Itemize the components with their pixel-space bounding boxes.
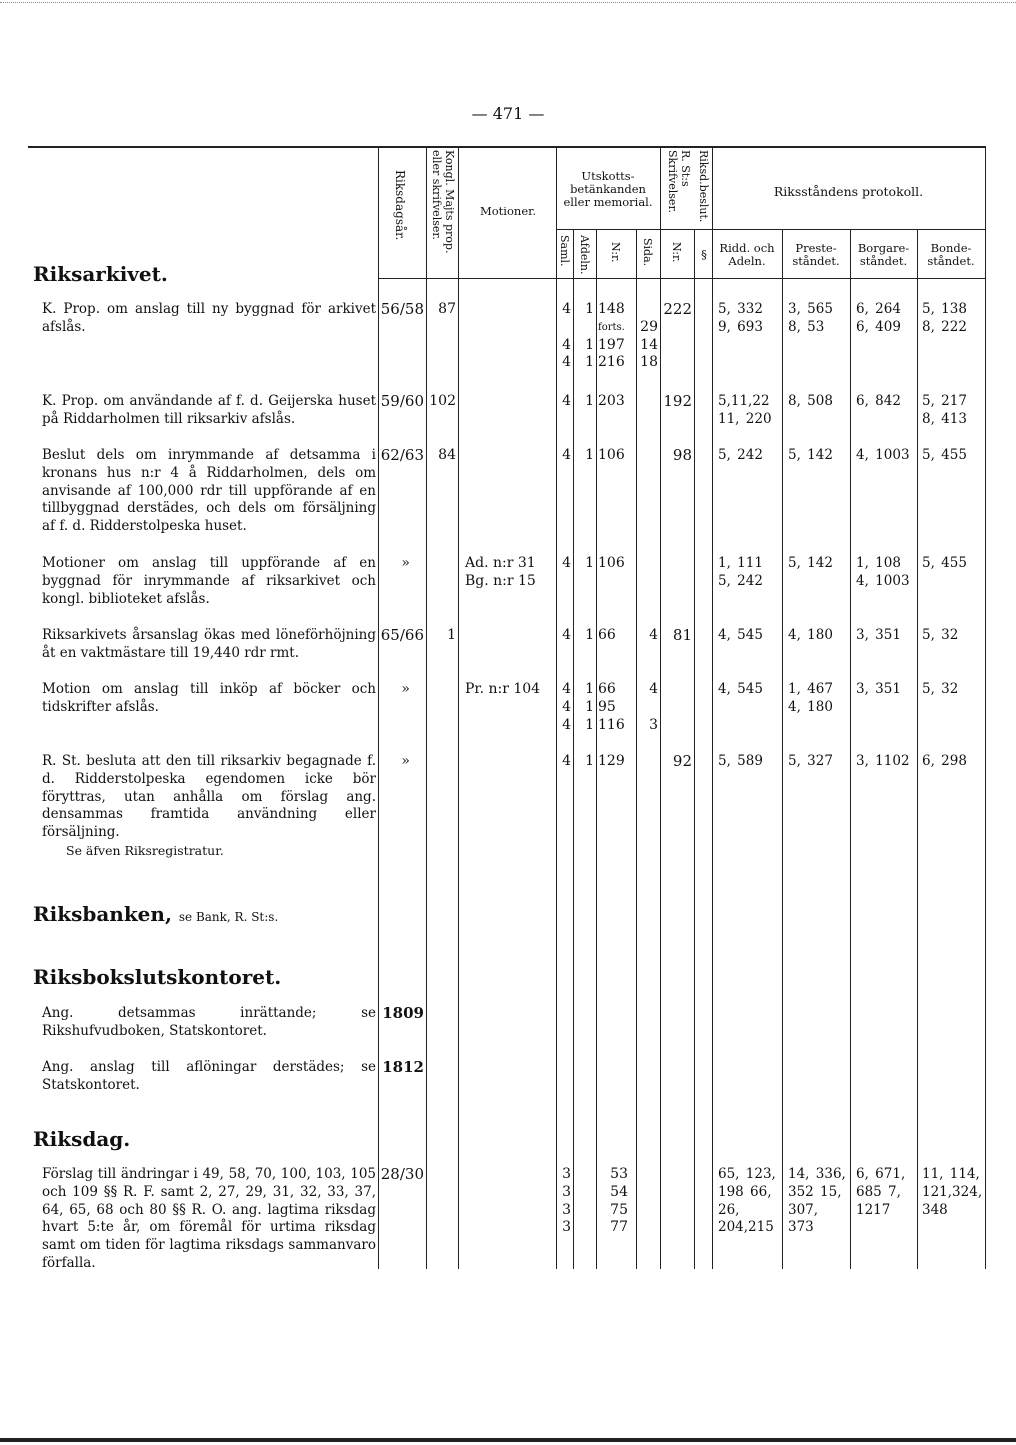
header-afdeln: Afdeln. — [578, 235, 591, 275]
nr-cell: 75 — [610, 1201, 628, 1218]
protocol-cell: 11, 114, 121,324, 348 — [922, 1166, 983, 1218]
protocol-cell: 5, 142 — [788, 447, 833, 463]
header-kongl: Kongl. Majts prop. eller skrifvelser. — [430, 150, 456, 254]
nr-cell: 197 — [598, 336, 625, 353]
row-desc: Ang. anslag till aflöningar derstädes; se Statskontoret. — [42, 1059, 376, 1093]
sida-cell: 4 — [649, 681, 658, 697]
sida-cell: 18 — [640, 354, 658, 371]
saml-cell: 3 — [562, 1166, 571, 1182]
header-nr: N:r. — [609, 242, 622, 263]
row-desc: Riksarkivets årsanslag ökas med löneförhöjning åt en vaktmästare till 19,440 rdr rmt. — [42, 627, 376, 661]
year-cell: 1809 — [382, 1004, 424, 1022]
row-desc: Motion om anslag till inköp af böcker och tidskrifter afslås. — [42, 681, 376, 715]
protocol-cell: 6, 264 6, 409 — [856, 301, 901, 335]
protocol-cell: 5, 32 — [922, 627, 959, 643]
saml-cell: 4 — [562, 447, 571, 463]
col-rule — [378, 147, 379, 1269]
section-riksdag: Riksdag. — [33, 1127, 131, 1151]
header-protokoll: Riksståndens protokoll. — [773, 184, 924, 199]
row-desc: K. Prop. om anslag till ny byggnad för arkivet afslås. — [42, 301, 376, 335]
nr-cell: 116 — [598, 716, 625, 733]
saml-cell: 3 — [562, 1201, 571, 1218]
saml-cell: 4 — [562, 681, 571, 697]
row-desc: K. Prop. om användande af f. d. Geijerska huset på Riddarholmen till riksarkiv afslås. — [42, 393, 376, 427]
afdeln-cell: 1 — [585, 447, 594, 463]
riksbanken-ref: se Bank, R. St:s. — [178, 910, 279, 924]
motion-cell: Pr. n:r 104 — [465, 681, 541, 697]
protocol-cell: 5, 142 — [788, 555, 833, 571]
protocol-cell: 5, 455 — [922, 447, 967, 463]
afdeln-cell: 1 — [585, 698, 594, 715]
col-rule — [573, 229, 574, 1269]
afdeln-cell: 1 — [585, 393, 594, 409]
saml-cell: 4 — [562, 301, 571, 317]
header-rsts: R. St:s Skrifvelser. — [666, 150, 692, 213]
saml-cell: 4 — [562, 354, 571, 371]
col-rule — [426, 147, 427, 1269]
afdeln-cell: 1 — [585, 555, 594, 571]
afdeln-cell: 1 — [585, 753, 594, 769]
row-desc: Förslag till ändringar i 49, 58, 70, 100, 103, 105 och 109 §§ R. F. samt 2, 27, 29, 31, 32, 33, 37, 64, 65, 68 och 80 §§ R. O. ang. lagtima riksdag hvart 5:te år, om föremål för urtima riksdag samt om tiden för lagtima riksdags sammanvaro förfalla. — [42, 1166, 376, 1271]
table-top-rule — [28, 146, 986, 148]
motion-cell: Ad. n:r 31 Bg. n:r 15 — [465, 555, 536, 589]
row-desc: Ang. detsammas inrättande; se Rikshufvudboken, Statskontoret. — [42, 1005, 376, 1039]
sida-cell: 3 — [649, 716, 658, 733]
protocol-cell: 1, 111 5, 242 — [718, 555, 763, 589]
protocol-cell: 5, 332 9, 693 — [718, 301, 763, 335]
protocol-cell: 5, 32 — [922, 681, 959, 697]
header-borgare: Borgare- ståndet. — [857, 241, 910, 268]
saml-cell: 4 — [562, 555, 571, 571]
year-cell: 65/66 — [380, 626, 424, 644]
col-rule — [660, 147, 661, 1269]
row-desc: Motioner om anslag till uppförande af en byggnad för inrymmande af riksarkivet och kongl. biblioteket afslås. — [42, 555, 376, 607]
col-rule — [556, 147, 557, 1269]
protocol-subheader-rule — [712, 229, 985, 230]
afdeln-cell: 1 — [585, 301, 594, 317]
prop-cell: 87 — [438, 301, 456, 317]
prop-cell: 1 — [447, 627, 456, 643]
protocol-cell: 3, 351 — [856, 627, 901, 643]
header-rsts-nr: N:r. — [670, 242, 683, 263]
sida-cell: 29 — [640, 318, 658, 335]
protocol-cell: 4, 1003 — [856, 447, 910, 463]
afdeln-cell: 1 — [585, 354, 594, 371]
protocol-cell: 5, 242 — [718, 447, 763, 463]
nr-cell: 106 — [598, 447, 625, 463]
section-riksbanken — [33, 902, 278, 926]
header-utskotts: Utskotts- betänkanden eller memorial. — [563, 169, 653, 209]
col-rule — [985, 147, 986, 1269]
bottom-rule — [0, 1438, 1016, 1442]
saml-cell: 3 — [562, 1183, 571, 1200]
rsts-nr-cell: 98 — [672, 446, 692, 464]
protocol-cell: 5, 327 — [788, 753, 833, 769]
header-preste: Preste- ståndet. — [792, 241, 840, 268]
protocol-cell: 6, 842 — [856, 393, 901, 409]
riksbanken-title: Riksbanken, — [33, 902, 172, 926]
subheader-rule — [556, 229, 712, 230]
header-saml: Saml. — [558, 235, 571, 267]
saml-cell: 4 — [562, 627, 571, 643]
rsts-nr-cell: 92 — [672, 752, 692, 770]
protocol-cell: 4, 545 — [718, 681, 763, 697]
protocol-cell: 14, 336, 352 15, 307, 373 — [788, 1166, 846, 1236]
page-number: — 471 — — [471, 104, 545, 123]
year-cell: 56/58 — [380, 300, 424, 318]
col-rule — [596, 229, 597, 1269]
saml-cell: 4 — [562, 336, 571, 353]
prop-cell: 84 — [438, 447, 456, 463]
row-desc: Beslut dels om inrymmande af detsamma i kronans hus n:r 4 å Riddarholmen, dels om anvisande af 100,000 rdr till uppförande af en tillbyggnad derstädes, och dels om försäljning af f. d. Ridderstolpeska huset. — [42, 447, 376, 535]
rsts-nr-cell: 222 — [663, 300, 692, 318]
year-cell: 62/63 — [380, 446, 424, 464]
top-edge — [0, 2, 1016, 4]
row-desc: R. St. besluta att den till riksarkiv begagnade f. d. Ridderstolpeska egendomen icke bör föryttras, utan anhålla om förslag ang. densammas framtida användning eller försäljning. — [42, 753, 376, 841]
saml-cell: 3 — [562, 1219, 571, 1236]
year-cell: 1812 — [382, 1058, 424, 1076]
col-rule — [712, 147, 713, 1269]
section-riksbokslut: Riksbokslutskontoret. — [33, 965, 282, 989]
rsts-nr-cell: 81 — [672, 626, 692, 644]
nr-cell: 129 — [598, 753, 625, 769]
header-section-sign: § — [701, 247, 707, 261]
protocol-cell: 4, 180 — [788, 627, 833, 643]
sida-cell: 4 — [649, 627, 658, 643]
header-sida: Sida. — [641, 238, 654, 267]
col-rule — [917, 229, 918, 1269]
header-bonde: Bonde- ståndet. — [927, 241, 975, 268]
saml-cell: 4 — [562, 393, 571, 409]
protocol-cell: 3, 565 8, 53 — [788, 301, 833, 335]
header-ridd: Ridd. och Adeln. — [719, 241, 775, 268]
protocol-cell: 5, 455 — [922, 555, 967, 571]
header-riksdbeslut: Riksd.beslut. — [697, 150, 710, 223]
saml-cell: 4 — [562, 716, 571, 733]
protocol-cell: 1, 467 4, 180 — [788, 681, 833, 715]
header-riksdagsar: Riksdagsår. — [393, 170, 407, 241]
protocol-cell: 1, 108 4, 1003 — [856, 555, 910, 589]
nr-cell: 77 — [610, 1219, 628, 1236]
afdeln-cell: 1 — [585, 681, 594, 697]
year-cell: » — [401, 681, 410, 697]
afdeln-cell: 1 — [585, 336, 594, 353]
protocol-cell: 8, 508 — [788, 393, 833, 409]
year-cell: » — [401, 753, 410, 769]
nr-cell: 203 — [598, 393, 625, 409]
col-rule — [782, 229, 783, 1269]
nr-cell: 54 — [610, 1183, 628, 1200]
nr-cell: 216 — [598, 354, 625, 371]
section-riksarkivet: Riksarkivet. — [33, 262, 168, 286]
nr-cell: forts. — [598, 321, 625, 333]
protocol-cell: 5,11,22 11, 220 — [718, 393, 772, 427]
col-rule — [850, 229, 851, 1269]
protocol-cell: 4, 545 — [718, 627, 763, 643]
nr-cell: 106 — [598, 555, 625, 571]
saml-cell: 4 — [562, 753, 571, 769]
header-motioner: Motioner. — [479, 204, 537, 218]
col-rule — [694, 229, 695, 1269]
nr-cell: 148 — [598, 301, 625, 317]
protocol-cell: 3, 351 — [856, 681, 901, 697]
afdeln-cell: 1 — [585, 627, 594, 643]
saml-cell: 4 — [562, 698, 571, 715]
nr-cell: 66 — [598, 681, 616, 697]
col-rule — [636, 229, 637, 1269]
protocol-cell: 6, 671, 685 7, 1217 — [856, 1166, 906, 1218]
protocol-cell: 5, 217 8, 413 — [922, 393, 967, 427]
year-cell: 59/60 — [380, 392, 424, 410]
nr-cell: 66 — [598, 627, 616, 643]
afdeln-cell: 1 — [585, 716, 594, 733]
nr-cell: 53 — [610, 1166, 628, 1182]
rsts-nr-cell: 192 — [663, 392, 692, 410]
protocol-cell: 65, 123, 198 66, 26, 204,215 — [718, 1166, 776, 1236]
nr-cell: 95 — [598, 698, 616, 715]
protocol-cell: 5, 589 — [718, 753, 763, 769]
header-bottom-rule — [378, 278, 986, 279]
see-also: Se äfven Riksregistratur. — [66, 843, 224, 858]
col-rule — [458, 147, 459, 1269]
protocol-cell: 3, 1102 — [856, 753, 910, 769]
protocol-cell: 5, 138 8, 222 — [922, 301, 967, 335]
prop-cell: 102 — [429, 393, 456, 409]
sida-cell: 14 — [640, 336, 658, 353]
protocol-cell: 6, 298 — [922, 753, 967, 769]
year-cell: » — [401, 555, 410, 571]
year-cell: 28/30 — [380, 1165, 424, 1183]
